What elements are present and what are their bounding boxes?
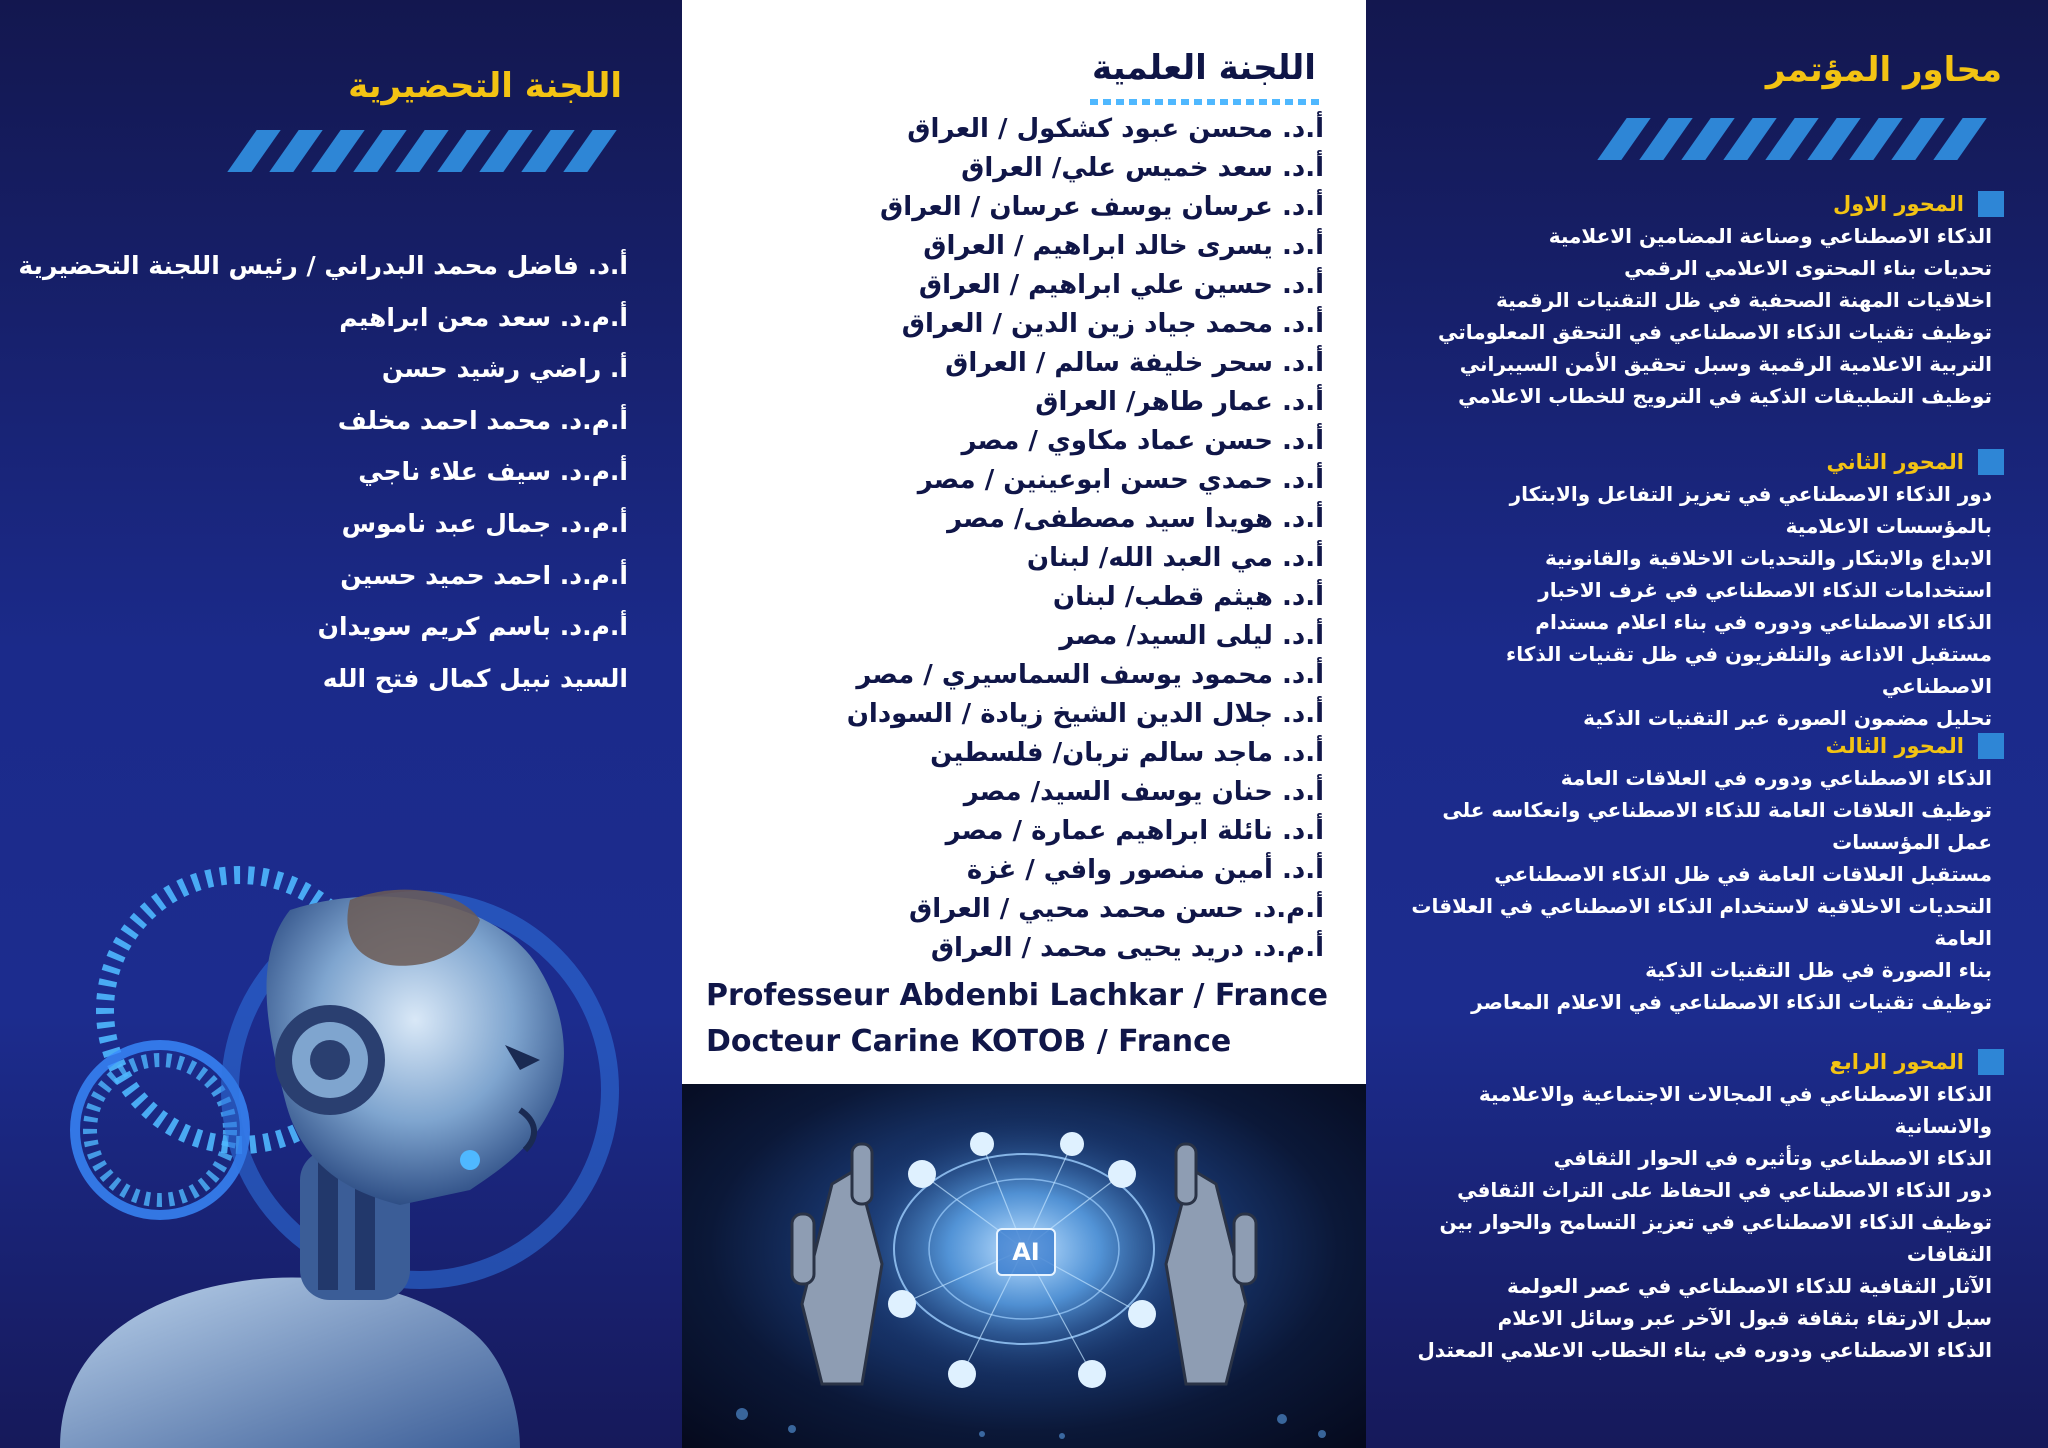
axes-stripes-decoration bbox=[1602, 118, 2002, 160]
bullet-square-icon bbox=[1978, 449, 2004, 475]
axis-section-4 bbox=[1404, 1046, 2004, 1366]
preparatory-member: أ.م.د. باسم كريم سويدان bbox=[317, 612, 628, 642]
bullet-square-icon bbox=[1978, 1049, 2004, 1075]
preparatory-member: أ.م.د. محمد احمد مخلف bbox=[337, 405, 628, 435]
robot-illustration bbox=[0, 860, 682, 1448]
scientific-member: أ.م.د. حسن محمد محيي / العراق bbox=[908, 894, 1324, 924]
preparatory-member: أ.د. فاضل محمد البدراني / رئيس اللجنة التحضيرية bbox=[18, 251, 628, 280]
scientific-member: أ.د. سحر خليفة سالم / العراق bbox=[945, 348, 1324, 378]
axis-item: توظيف الذكاء الاصطناعي في تعزيز التسامح والحوار بين الثقافات bbox=[1439, 1210, 1992, 1266]
scientific-member: أ.د. حمدي حسن ابوعينين / مصر bbox=[917, 465, 1324, 495]
axis-title: المحور الثالث bbox=[1825, 734, 1964, 758]
scientific-member: أ.د. ماجد سالم تربان/ فلسطين bbox=[930, 738, 1324, 768]
axis-item: سبل الارتقاء بثقافة قبول الآخر عبر وسائل الاعلام bbox=[1497, 1306, 1992, 1330]
scientific-member: أ.د. مي العبد الله/ لبنان bbox=[1026, 543, 1324, 573]
scientific-member: أ.د. حسن عماد مكاوي / مصر bbox=[961, 426, 1324, 456]
scientific-member: أ.د. حنان يوسف السيد/ مصر bbox=[963, 777, 1324, 807]
scientific-member: أ.د. أمين منصور وافي / غزة bbox=[966, 855, 1324, 885]
scientific-member: أ.د. يسرى خالد ابراهيم / العراق bbox=[923, 231, 1324, 261]
axis-item: توظيف تقنيات الذكاء الاصطناعي في التحقق المعلوماتي bbox=[1438, 320, 1992, 344]
axis-item: الذكاء الاصطناعي في المجالات الاجتماعية والاعلامية والانسانية bbox=[1478, 1082, 1992, 1138]
preparatory-stripes-decoration bbox=[232, 130, 632, 172]
axis-item: دور الذكاء الاصطناعي في تعزيز التفاعل والابتكار بالمؤسسات الاعلامية bbox=[1509, 482, 1992, 538]
axis-item: الذكاء الاصطناعي ودوره في بناء الخطاب الاعلامي المعتدل bbox=[1417, 1338, 1992, 1362]
scientific-member: أ.د. سعد خميس علي/ العراق bbox=[961, 153, 1324, 183]
foreign-member-1: Professeur Abdenbi Lachkar / France bbox=[706, 978, 1328, 1013]
scientific-member: أ.د. حسين علي ابراهيم / العراق bbox=[918, 270, 1324, 300]
axis-item: مستقبل الاذاعة والتلفزيون في ظل تقنيات الذكاء الاصطناعي bbox=[1506, 642, 1992, 698]
scientific-member: أ.د. هيثم قطب/ لبنان bbox=[1052, 582, 1324, 612]
scientific-member: أ.د. هويدا سيد مصطفى/ مصر bbox=[947, 504, 1324, 534]
conference-axes-title: محاور المؤتمر bbox=[1765, 50, 2002, 90]
axis-item: اخلاقيات المهنة الصحفية في ظل التقنيات الرقمية bbox=[1495, 288, 1992, 312]
ai-hands-photo bbox=[682, 1084, 1366, 1448]
axis-item: بناء الصورة في ظل التقنيات الذكية bbox=[1645, 958, 1992, 982]
scientific-member: أ.د. محمد جياد زين الدين / العراق bbox=[901, 309, 1324, 339]
axis-item: تحليل مضمون الصورة عبر التقنيات الذكية bbox=[1583, 706, 1992, 730]
axis-item: توظيف تقنيات الذكاء الاصطناعي في الاعلام المعاصر bbox=[1471, 990, 1992, 1014]
axis-item: التربية الاعلامية الرقمية وسبل تحقيق الأمن السيبراني bbox=[1459, 352, 1992, 376]
scientific-member: أ.د. نائلة ابراهيم عمارة / مصر bbox=[945, 816, 1324, 846]
preparatory-member: أ.م.د. احمد حميد حسين bbox=[340, 560, 628, 590]
scientific-member: أ.د. ليلى السيد/ مصر bbox=[1059, 621, 1324, 651]
ai-chip-badge: AI bbox=[996, 1228, 1056, 1276]
conference-axes-panel bbox=[1366, 0, 2048, 1448]
axis-item: دور الذكاء الاصطناعي في الحفاظ على التراث الثقافي bbox=[1457, 1178, 1992, 1202]
foreign-member-2: Docteur Carine KOTOB / France bbox=[706, 1024, 1232, 1059]
scientific-member: أ.د. جلال الدين الشيخ زيادة / السودان bbox=[846, 699, 1324, 729]
axis-item: توظيف العلاقات العامة للذكاء الاصطناعي وانعكاسه على عمل المؤسسات bbox=[1442, 798, 1992, 854]
axis-item: الآثار الثقافية للذكاء الاصطناعي في عصر العولمة bbox=[1507, 1274, 1992, 1298]
axis-item: الذكاء الاصطناعي وصناعة المضامين الاعلامية bbox=[1548, 224, 1992, 248]
preparatory-members-list bbox=[18, 240, 628, 704]
title-underline-decoration bbox=[1090, 96, 1320, 108]
axis-item: الذكاء الاصطناعي ودوره في بناء اعلام مستدام bbox=[1535, 610, 1992, 634]
preparatory-member: السيد نبيل كمال فتح الله bbox=[322, 663, 628, 693]
axis-item: تحديات بناء المحتوى الاعلامي الرقمي bbox=[1624, 256, 1992, 280]
axis-item: مستقبل العلاقات العامة في ظل الذكاء الاصطناعي bbox=[1494, 862, 1992, 886]
scientific-member: أ.د. محسن عبود كشكول / العراق bbox=[907, 114, 1324, 144]
axis-item: الذكاء الاصطناعي وتأثيره في الحوار الثقافي bbox=[1553, 1146, 1992, 1170]
preparatory-member: أ.م.د. سعد معن ابراهيم bbox=[339, 302, 628, 332]
scientific-member: أ.م.د. دريد يحيى محمد / العراق bbox=[930, 933, 1324, 963]
axis-title: المحور الثاني bbox=[1826, 450, 1964, 474]
bullet-square-icon bbox=[1978, 191, 2004, 217]
bullet-square-icon bbox=[1978, 733, 2004, 759]
axis-title: المحور الاول bbox=[1833, 192, 1964, 216]
preparatory-member: أ. راضي رشيد حسن bbox=[381, 354, 628, 384]
axis-title: المحور الرابع bbox=[1829, 1050, 1964, 1074]
axis-item: التحديات الاخلاقية لاستخدام الذكاء الاصطناعي في العلاقات العامة bbox=[1411, 894, 1992, 950]
axis-section-2 bbox=[1404, 446, 2004, 734]
axis-item: الذكاء الاصطناعي ودوره في العلاقات العامة bbox=[1560, 766, 1992, 790]
scientific-members-list bbox=[847, 110, 1324, 968]
scientific-member: أ.د. عمار طاهر/ العراق bbox=[1035, 387, 1324, 417]
preparatory-member: أ.م.د. جمال عبد ناموس bbox=[341, 508, 628, 538]
axis-section-1 bbox=[1404, 188, 2004, 412]
preparatory-member: أ.م.د. سيف علاء ناجي bbox=[358, 457, 628, 487]
axis-item: استخدامات الذكاء الاصطناعي في غرف الاخبار bbox=[1538, 578, 1992, 602]
scientific-member: أ.د. محمود يوسف السماسيري / مصر bbox=[856, 660, 1324, 690]
scientific-member: أ.د. عرسان يوسف عرسان / العراق bbox=[880, 192, 1324, 222]
preparatory-committee-title: اللجنة التحضيرية bbox=[348, 66, 622, 106]
axis-item: الابداع والابتكار والتحديات الاخلاقية والقانونية bbox=[1544, 546, 1992, 570]
scientific-committee-title: اللجنة العلمية bbox=[1092, 48, 1316, 88]
axis-item: توظيف التطبيقات الذكية في الترويج للخطاب الاعلامي bbox=[1458, 384, 1992, 408]
axis-section-3 bbox=[1404, 730, 2004, 1018]
